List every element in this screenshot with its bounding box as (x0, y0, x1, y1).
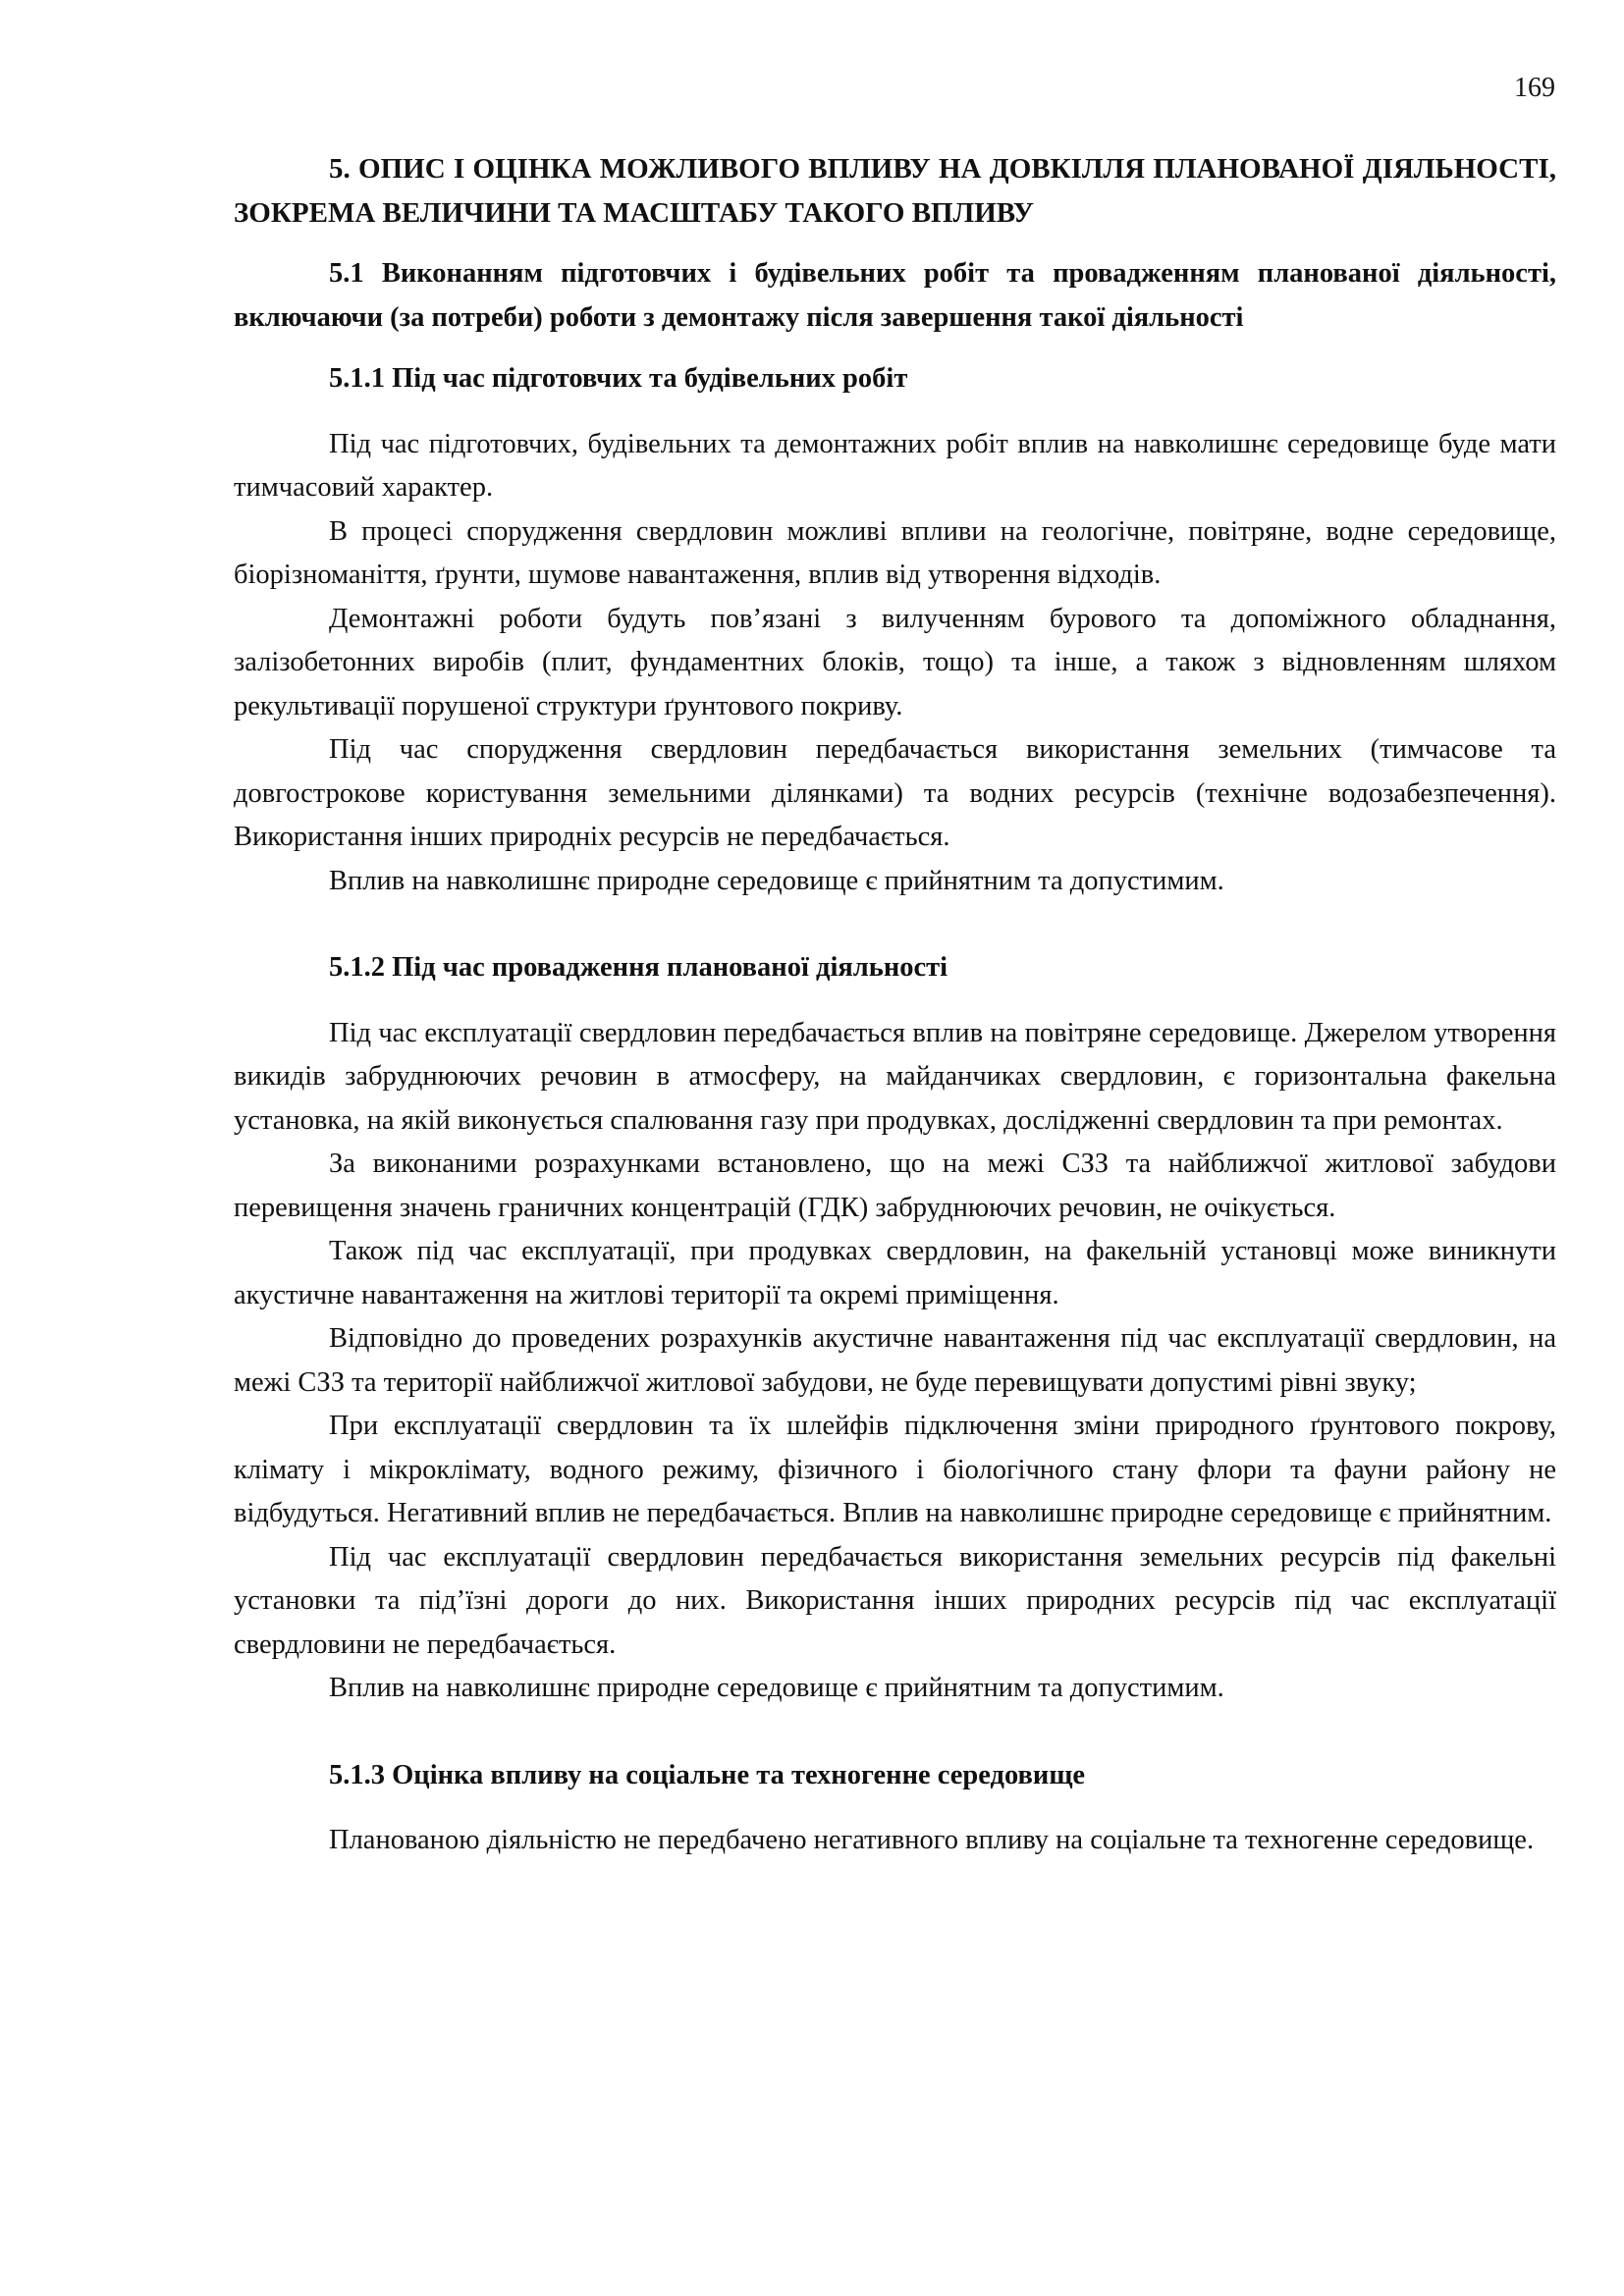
section-title: 5.1 Виконанням підготовчих і будівельних робіт та провадженням планованої діяльності, включаючи (за потреби) роботи з демонтажу після завершення такої діяльності (234, 258, 1556, 333)
document-body (234, 147, 1556, 1863)
paragraph: Вплив на навколишнє природне середовище є прийнятним та допустимим. (329, 865, 1224, 896)
subsection-title-5-1-3: 5.1.3 Оцінка впливу на соціальне та техногенне середовище (329, 1759, 1086, 1790)
paragraph: Вплив на навколишнє природне середовище є прийнятним та допустимим. (329, 1673, 1224, 1703)
paragraph: Планованою діяльністю не передбачено негативного впливу на соціальне та техногенне середовище. (329, 1825, 1535, 1855)
paragraph: Під час експлуатації свердловин передбачається вплив на повітряне середовище. Джерелом утворення викидів забруднюючих речовин в атмосферу, на майданчиках свердловин, є горизонтальна факельна установка, на якій виконується спалювання газу при продувках, дослідженні свердловин та при ремонтах. (234, 1017, 1556, 1136)
page-number: 169 (1514, 73, 1555, 103)
chapter-title: 5. ОПИС І ОЦІНКА МОЖЛИВОГО ВПЛИВУ НА ДОВКІЛЛЯ ПЛАНОВАНОЇ ДІЯЛЬНОСТІ, ЗОКРЕМА ВЕЛИЧИНИ ТА МАСШТАБУ ТАКОГО ВПЛИВУ (234, 153, 1556, 229)
subsection-title-5-1-1: 5.1.1 Під час підготовчих та будівельних робіт (329, 363, 908, 394)
paragraph: Під час підготовчих, будівельних та демонтажних робіт вплив на навколишнє середовище буде мати тимчасовий характер. (234, 428, 1556, 503)
paragraph: Під час експлуатації свердловин передбачається використання земельних ресурсів під факельні установки та під’їзні дороги до них. Використання інших природних ресурсів під час експлуатації свердловини не передбачається. (234, 1541, 1556, 1660)
subsection-title-5-1-2: 5.1.2 Під час провадження планованої діяльності (329, 952, 948, 983)
paragraph: Відповідно до проведених розрахунків акустичне навантаження під час експлуатації свердловин, на межі СЗЗ та території найближчої житлової забудови, не буде перевищувати допустимі рівні звуку; (234, 1323, 1556, 1398)
paragraph: Також під час експлуатації, при продувках свердловин, на факельній установці може виникнути акустичне навантаження на житлові території та окремі приміщення. (234, 1236, 1556, 1310)
paragraph: В процесі спорудження свердловин можливі впливи на геологічне, повітряне, водне середовище, біорізноманіття, ґрунти, шумове навантаження, вплив від утворення відходів. (234, 515, 1556, 590)
paragraph: При експлуатації свердловин та їх шлейфів підключення зміни природного ґрунтового покрову, клімату і мікроклімату, водного режиму, фізичного і біологічного стану флори та фауни району не відбудуться. Негативний вплив не передбачається. Вплив на навколишнє природне середовище є прийнятним. (234, 1411, 1556, 1528)
paragraph: Демонтажні роботи будуть пов’язані з вилученням бурового та допоміжного обладнання, залізобетонних виробів (плит, фундаментних блоків, тощо) та інше, а також з відновленням шляхом рекультивації порушеної структури ґрунтового покриву. (234, 603, 1556, 721)
paragraph: За виконаними розрахунками встановлено, що на межі СЗЗ та найближчої житлової забудови перевищення значень граничних концентрацій (ГДК) забруднюючих речовин, не очікується. (234, 1148, 1556, 1223)
paragraph: Під час спорудження свердловин передбачається використання земельних (тимчасове та довгострокове користування земельними ділянками) та водних ресурсів (технічне водозабезпечення). Використання інших природніх ресурсів не передбачається. (234, 734, 1556, 852)
